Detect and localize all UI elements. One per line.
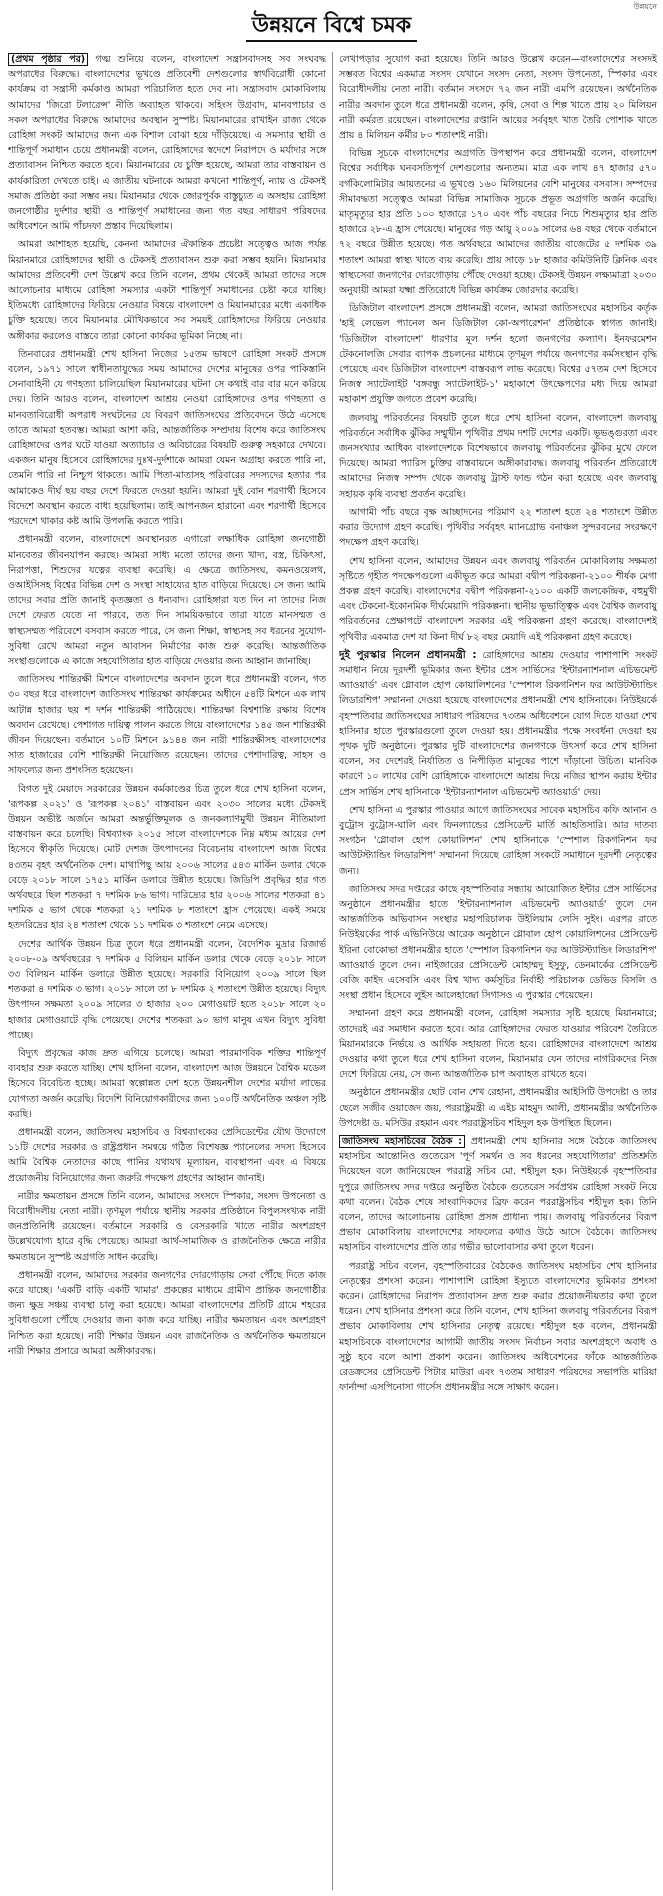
- section-heading-awards: দুই পুরস্কার নিলেন প্রধানমন্ত্রী :: [339, 648, 477, 661]
- paragraph-text: গত্ম শুনিয়ে বলেন, বাংলাদেশ সন্ত্রাসবাদসহ সব সংঘবদ্ধ অপরাধের বিরুদ্ধে। বাংলাদেশের ভূখণ্ডে প্রতিবেশী দেশগুলোর স্বার্থবিরোধী কোনো কার্যক্রম বা সন্ত্রাসী কর্মকাণ্ড আমরা পরিচালিত হতে দেব না। সন্ত্রাসবাদ মোকাবিলায় আমাদের 'জিরো টলারেন্স' নীতি অব্যাহত থাকবে। সহিংস উগ্রবাদ, মানবপাচার ও সকল অপরাধের বিরুদ্ধে আমাদের অবস্থান সুস্পষ্ট। মিয়ানমারের রাখাইন রাজ্য থেকে রোহিঙ্গা সংকট আমাদের জন্য এক বিশাল বোঝা হয়ে দাঁড়িয়েছে। এ সমস্যার স্থায়ী ও শান্তিপূর্ণ সমাধান চেয়ে প্রধানমন্ত্রী বলেন, রোহিঙ্গাদের স্বদেশে নিরাপদে ও মর্যাদার সঙ্গে প্রত্যাবাসন নিশ্চিত করতে হবে। মিয়ানমারের যে চুক্তি হয়েছে, আমরা তার বাস্তবায়ন ও কার্যকারিতা দেখতে চাই। এ জাতীয় ঘটনাকে আমরা কখনো শান্তিপূর্ণ, ন্যায় ও টেকসই সমাজ প্রতিষ্ঠা করা সম্ভব নয়। মিয়ানমার থেকে জোরপূর্বক বাস্তুচ্যুত এ অসহায় রোহিঙ্গা জনগোষ্ঠীর দুর্দশার স্থায়ী ও শান্তিপূর্ণ সমাধানের জন্য গত বছর সাধারণ পরিষদের অধিবেশনে আমি পাঁচদফা প্রস্তাব দিয়েছিলাম।: [8, 54, 326, 233]
- article-paragraph: ডিজিটাল বাংলাদেশ প্রসঙ্গে প্রধানমন্ত্রী বলেন, আমরা জাতিসংঘের মহাসচিব কর্তৃক 'হাই লেভেল প্যানেল অন ডিজিটাল কো-অপারেশন' প্রতিষ্ঠাকে স্বাগত জানাই। 'ডিজিটাল বাংলাদেশ' ধারণার মূল দর্শন হলো জনগণের কল্যাণ। ইনফরমেশন টেকনোলজি সেবার ব্যাপক প্রচলনের মাধ্যমে তৃণমূল পর্যায়ে জনগণের কর্মসংস্থান বৃদ্ধি পেয়েছে এবং ডিজিটাল বাংলাদেশ বাস্তবরূপ লাভ করেছে। বিশ্বের ৫৭তম দেশ হিসেবে নিজস্ব স্যাটেলাইট 'বঙ্গবন্ধু স্যাটেলাইট-১' মহাকাশে উৎক্ষেপণের মধ্য দিয়ে আমরা মহাকাশ প্রযুক্তি জগতে প্রবেশ করেছি।: [339, 303, 657, 406]
- article-headline: উন্নয়নে বিশ্বে চমক: [246, 10, 417, 42]
- article-paragraph: অনুষ্ঠানে প্রধানমন্ত্রীর ছোট বোন শেখ রেহানা, প্রধানমন্ত্রীর আইসিটি উপদেষ্টা ও তার ছেলে সজীব ওয়াজেদ জয়, পররাষ্ট্রমন্ত্রী এ এইচ মাহমুদ আলী, প্রধানমন্ত্রীর অর্থনৈতিক উপদেষ্টা ড. মসিউর রহমান এবং পররাষ্ট্রসচিব শহিদুল হক উপস্থিত ছিলেন।: [339, 1087, 657, 1129]
- section-paragraph: [339, 648, 657, 800]
- article-paragraph: সম্মাননা গ্রহণ করে প্রধানমন্ত্রী বলেন, রোহিঙ্গা সমস্যার সৃষ্টি হয়েছে মিয়ানমারে; তাদেরই এর সমাধান করতে হবে। আর রোহিঙ্গাদের ফেরত যাওয়ার পরিবেশ তৈরিতে মিয়ানমারকে নির্ভয়ে ও আর্থিক সহায়তা দিতে হবে। রোহিঙ্গাদের বাংলাদেশে আশ্রয় দেওয়ার কথা তুলে ধরে শেখ হাসিনা বলেন, মিয়ানমার যেন তাদের নাগরিকদের নিজ দেশে ফিরিয়ে নেয়, সে জন্য আন্তর্জাতিক চাপ অব্যাহত রাখতে হবে।: [339, 1008, 657, 1081]
- article-paragraph: প্রধানমন্ত্রী বলেন, আমাদের সরকার জনগণের দোরগোড়ায় সেবা পৌঁছে দিতে কাজ করে যাচ্ছে। 'একটি বাড়ি একটি খামার' প্রকল্পের মাধ্যমে গ্রামীণ প্রান্তিক জনগোষ্ঠীর জন্য ক্ষুদ্র সঞ্চয় ব্যবস্থা চালু করা হয়েছে। আমরা বাংলাদেশের প্রতিটি গ্রামে শহরের সুবিধাগুলো পৌঁছে দেওয়ার জন্য কাজ করে যাচ্ছি। নারীর ক্ষমতায়ন এবং অংশগ্রহণ নিশ্চিত করা হয়েছে। নারী শিক্ষার উন্নয়ন এবং রাজনৈতিক ও অর্থনৈতিক ক্ষমতায়নে নারী শিক্ষার প্রসারে আমরা অঙ্গীকারবদ্ধ।: [8, 1269, 326, 1357]
- article-paragraph: জলবায়ু পরিবর্তনের বিষয়টি তুলে ধরে শেখ হাসিনা বলেন, বাংলাদেশ জলবায়ু পরিবর্তনে সর্বাধিক ঝুঁকির সম্মুখীন পৃথিবীর প্রথম দশটি দেশের একটি। ভূভঙ্গুরতা এবং জনসংখ্যার আধিক্য বাংলাদেশকে বিশেষভাবে জলবায়ু পরিবর্তনের ঝুঁকির মুখে ফেলে দিয়েছে। আমরা প্যারিস চুক্তির বাস্তবায়নে অঙ্গীকারাবদ্ধ। জলবায়ু পরিবর্তন প্রতিরোধে আমাদের নিজস্ব সম্পদ থেকে জলবায়ু ট্রাস্ট ফান্ড গঠন করা হয়েছে এবং জলবায়ু সহায়ক কৃষি ব্যবস্থা প্রবর্তন করেছি।: [339, 412, 657, 500]
- article-paragraph: প্রধানমন্ত্রী বলেন, বাংলাদেশে অবস্থানরত এগারো লক্ষাধিক রোহিঙ্গা জনগোষ্ঠী মানবেতর জীবনযাপন করছে। আমরা সাধ্য মতো তাদের জন্য খাদ্য, বস্ত্র, চিকিৎসা, নিরাপত্তা, শিশুদের যত্নের ব্যবস্থা করেছি। এ ক্ষেত্রে জাতিসংঘ, কমনওয়েলথ, ওআইসিসহ বিশ্বের বিভিন্ন দেশ ও সংস্থা সাহায্যের হাত বাড়িয়ে দিয়েছে। সে জন্য আমি তাদের সবার প্রতি জানাই কৃতজ্ঞতা ও ধন্যবাদ। রোহিঙ্গারা যত দিন না তাদের নিজ দেশে ফেরত যেতে না পারবে, তত দিন সাময়িকভাবে তারা যাতে মানসম্মত ও স্বাস্থ্যসম্মত পরিবেশে বসবাস করতে পারে, সে জন্য শিক্ষা, স্বাস্থ্যসহ সব ধরনের সুযোগ-সুবিধা রেখে আমরা নতুন আবাসন নির্মাণের কাজ শুরু করেছি। আন্তর্জাতিক সংস্থাগুলোকে এ কাজে সহযোগিতার হাত বাড়িয়ে দেওয়ার জন্য আহ্বান জানাচ্ছি।: [8, 534, 326, 667]
- article-paragraph: লেখাপড়ার সুযোগ করা হয়েছে। তিনি আরও উল্লেখ করেন—বাংলাদেশের সংসদই সম্ভবত বিশ্বের একমাত্র সংসদ যেখানে সংসদ নেতা, সংসদ উপনেতা, স্পিকার এবং বিরোধীদলীয় নেতা নারী। বর্তমান সংসদে ৭২ জন নারী এমপি রয়েছেন। অর্থনৈতিক নারীর অবদান তুলে ধরে প্রধানমন্ত্রী বলেন, কৃষি, সেবা ও শিল্প খাতে প্রায় ২০ মিলিয়ন নারী কর্মরত রয়েছেন। বাংলাদেশের রপ্তানি আয়ের সর্ববৃহৎ খাত তৈরি পোশাক খাতে প্রায় ৪ মিলিয়ন কর্মীর ৮০ শতাংশই নারী।: [339, 54, 657, 142]
- article-paragraph: জাতিসংঘ সদর দপ্তরের কাছে বৃহস্পতিবার সন্ধ্যায় আয়োজিত ইন্টার প্রেস সার্ভিসের অনুষ্ঠানে প্রধানমন্ত্রীর হাতে 'ইন্টারন্যাশনাল এচিভমেন্ট অ্যাওয়ার্ড' তুলে দেন আন্তর্জাতিক অভিবাসন সংস্থার মহাপরিচালক উইলিয়াম লেসি সুইং। এরপর রাতে নিউইয়র্কের পার্ক এভিনিউয়ে আরেক অনুষ্ঠানে গ্লোবাল হোপ কোয়ালিশনের প্রেসিডেন্ট ইরিনা বোকোভা প্রধানমন্ত্রীর হাতে 'স্পেশাল রিকগনিশন ফর আউটস্ট্যান্ডিং লিডারশিপ' অ্যাওয়ার্ড তুলে দেন। নাইজারের প্রেসিডেন্ট মোহাম্মদু ইসুফু, ডেনমার্কের প্রেসিডেন্ট বেজি কাইদ এসেবসি এবং বিশ্ব খাদ্য কর্মসূচির নির্বাহী পরিচালক ডেভিড বিসলি ও সংস্থা প্রধান হিসেবে লুইস আলেহান্দ্রো সিগাসও এ পুরস্কার পেয়েছেন।: [339, 883, 657, 1002]
- article-paragraph: দেশের আর্থিক উন্নয়ন চিত্র তুলে ধরে প্রধানমন্ত্রী বলেন, বৈদেশিক মুদ্রার রিজার্ভ ২০০৮-০৯ অর্থবছরের ৭ দশমিক ৫ বিলিয়ন মার্কিন ডলার থেকে বেড়ে ২০১৮ সালে ৩৩ বিলিয়ন মার্কিন ডলারে উন্নীত হয়েছে। সরকারি বিনিয়োগ ২০০৯ সালে ছিল শতকরা ৪ দশমিক ৩ ভাগ। ২০১৮ সালে তা ৮ দশমিক ২ শতাংশে উন্নীত হয়েছে। বিদ্যুৎ উৎপাদন সক্ষমতা ২০০৯ সালের ৩ হাজার ২০০ মেগাওয়াট হতে ২০১৮ সালে ২০ হাজার মেগাওয়াটে বৃদ্ধি পেয়েছে। দেশের শতকরা ৯০ ভাগ মানুষ এখন বিদ্যুৎ সুবিধা পাচ্ছে।: [8, 938, 326, 1041]
- article-paragraph: আগামী পাঁচ বছরে বৃক্ষ আচ্ছাদনের পরিমাণ ২২ শতাংশ হতে ২৪ শতাংশে উন্নীত করার উদ্যোগ গ্রহণ করেছি। পৃথিবীর সর্ববৃহৎ ম্যানগ্রোভ বনাঞ্চল সুন্দরবনের সংরক্ষণে পদক্ষেপ গ্রহণ করেছি।: [339, 506, 657, 549]
- article-column-right: [339, 52, 657, 1892]
- running-head-right: উন্নয়নে: [633, 2, 657, 11]
- column-divider: [332, 52, 333, 1890]
- section-heading-un-meeting: জাতিসংঘ মহাসচিবের বৈঠক :: [339, 1135, 465, 1148]
- article-paragraph: জাতিসংঘ শান্তিরক্ষী মিশনে বাংলাদেশের অবদান তুলে ধরে প্রধানমন্ত্রী বলেন, গত ৩০ বছর ধরে বাংলাদেশ জাতিসংঘ শান্তিরক্ষা কার্যক্রমের অধীনে ৫৪টি মিশনে এক লাখ আটান্ন হাজার ছয় শ দর্শন শান্তিরক্ষী পাঠিয়েছে। শান্তিরক্ষা বিশ্বশান্তি রক্ষায় বিশেষ অবদান রেখেছে। পেশাগত দায়িত্ব পালন করতে গিয়ে বাংলাদেশের ১৪৫ জন শান্তিরক্ষী জীবন দিয়েছেন। বর্তমানে ১০টি মিশনে ৯১৪৪ জন নারী শান্তিরক্ষীসহ বাংলাদেশের সাত হাজারের বেশি শান্তিরক্ষী নিয়োজিত রয়েছেন। তাদের পেশাদারিত্ব, সাহস ও সাফল্যের জন্য প্রশংসিত হয়েছেন।: [8, 674, 326, 777]
- article-paragraph: শেখ হাসিনা এ পুরস্কার পাওয়ার আগে জাতিসংঘের সাবেক মহাসচিব কফি আনান ও বুট্রোস বুট্রোস-ঘালি এবং ফিনল্যান্ডের প্রেসিডেন্ট মার্তি আহতিসারি। আর দাতব্য সংগঠন 'গ্লোবাল হোপ কোয়ালিশন' শেখ হাসিনাকে 'স্পেশাল রিকগনিশন ফর আউটস্ট্যান্ডিং লিডারশিপ' সম্মাননা দিয়েছে রোহিঙ্গা সংকটে সমাধানে দূরদর্শী নেতৃত্বের জন্য।: [339, 804, 657, 877]
- headline-area: [0, 10, 663, 46]
- article-paragraph: আমরা আশাহত হয়েছি, কেননা আমাদের ঐকান্তিক প্রচেষ্টা সত্ত্বেও আজ পর্যন্ত মিয়ানমারে রোহিঙ্গাদের স্থায়ী ও টেকসই প্রত্যাবাসন শুরু করা সম্ভব হয়নি। মিয়ানমার আমাদের প্রতিবেশী দেশ উল্লেখ করে তিনি বলেন, প্রথম থেকেই আমরা তাদের সঙ্গে আলোচনার মাধ্যমে রোহিঙ্গা সমস্যার একটা শান্তিপূর্ণ সমাধানের চেষ্টা করে যাচ্ছি। ইতিমধ্যে রোহিঙ্গাদের ফিরিয়ে নেওয়ার বিষয়ে বাংলাদেশ ও মিয়ানমারের মধ্যে একাধিক চুক্তি হয়েছে। তবে মিয়ানমার মৌখিকভাবে সব সময়ই রোহিঙ্গাদের ফিরিয়ে নেওয়ার অঙ্গীকার করলেও বাস্তবে তারা কোনো কার্যকর ভূমিকা নিচ্ছে না।: [8, 239, 326, 342]
- paragraph-text: প্রধানমন্ত্রী শেখ হাসিনার সঙ্গে বৈঠকে জাতিসংঘ মহাসচিব আন্তোনিও গুতেরেস 'পূর্ণ সমর্থন ও সব ধরনের সহযোগিতার' প্রতিশ্রুতি দিয়েছেন বলে জানিয়েছেন পররাষ্ট্র সচিব মো. শহীদুল হক। নিউইয়র্কে বৃহস্পতিবার দুপুরে জাতিসংঘ সদর দপ্তরে অনুষ্ঠিত বৈঠকে গুতেরেস সর্বপ্রথম রোহিঙ্গা সংকট নিয়ে কথা বলেন। বৈঠক শেষে সাংবাদিকদের ব্রিফ করেন পররাষ্ট্রসচিব শহীদুল হক। তিনি বলেন, তাদের আলোচনায় রোহিঙ্গা প্রসঙ্গ প্রাধান্য পায়। জলবায়ু পরিবর্তনের বিরূপ প্রভাব মোকাবিলায় বাংলাদেশের সাফল্যের কথাও উঠে আসে বৈঠকে। জাতিসংঘ মহাসচিব বাংলাদেশের প্রতি তার গভীর ভালোবাসার কথা তুলে ধরেন।: [339, 1136, 657, 1254]
- section-paragraph: [339, 1134, 657, 1256]
- continued-from-label: (প্রথম পৃষ্ঠার পর): [8, 53, 88, 66]
- article-paragraph: পররাষ্ট্র সচিব বলেন, বৃহস্পতিবারের বৈঠকেও জাতিসংঘ মহাসচিব শেখ হাসিনার নেতৃত্বের প্রশংসা করেন। পাশাপাশি রোহিঙ্গা ইস্যুতে বাংলাদেশের ভূমিকার প্রশংসা করেন। রোহিঙ্গাদের নিরাপদ প্রত্যাবাসন দ্রুত শুরু করার প্রয়োজনীয়তার কথা তুলে ধরেন। শেখ হাসিনার প্রশংসা করে তিনি বলেন, শেখ হাসিনা জলবায়ু পরিবর্তনের বিরূপ প্রভাব মোকাবিলায় শেখ হাসিনার নেতৃত্ব রয়েছে। শহীদুল হক বলেন, প্রধানমন্ত্রী মহাসচিবকে বাংলাদেশের আগামী জাতীয় সংসদ নির্বাচন সবার অংশগ্রহণে অবাধ ও সুষ্ঠু হবে বলে আশা প্রকাশ করেন। জাতিসংঘ অধিবেশনের ফাঁকে আন্তর্জাতিক রেডক্রসের প্রেসিডেন্ট পিটার মাউরা এবং ৭৩তম সাধারণ পরিষদের সভাপতি মারিয়া ফার্নান্দা এসপিনোসা গার্সেস প্রধানমন্ত্রীর সঙ্গে সাক্ষাৎ করেন।: [339, 1260, 657, 1394]
- article-paragraph: বিদ্যুৎ প্রবৃদ্ধের কাজ দ্রুত এগিয়ে চলেছে। আমরা পারমাণবিক শক্তির শান্তিপূর্ণ ব্যবহার শুরু করতে যাচ্ছি। শেখ হাসিনা বলেন, বাংলাদেশ আজ উন্নয়নে বৈশ্বিক মডেল হিসেবে বিবেচিত হচ্ছে। আমরা স্বল্পোন্নত দেশ হতে উন্নয়নশীল দেশের মর্যাদা লাভের যোগ্যতা অর্জন করেছি। বিদেশি বিনিয়োগকারীদের জন্য ১০০টি অর্থনৈতিক অঞ্চল সৃষ্টি করছি।: [8, 1048, 326, 1120]
- article-paragraph: নারীর ক্ষমতায়ন প্রসঙ্গে তিনি বলেন, আমাদের সংসদে স্পিকার, সংসদ উপনেতা ও বিরোধীদলীয় নেতা নারী। তৃণমূল পর্যায়ে স্থানীয় সরকার প্রতিষ্ঠানে বিপুলসংখ্যক নারী জনপ্রতিনিধি রয়েছেন। বর্তমানে সরকারি ও বেসরকারি খাতে নারীর অংশগ্রহণ উল্লেখযোগ্য হারে বৃদ্ধি পেয়েছে। আমরা আর্থ-সামাজিক ও রাজনৈতিক ক্ষেত্রে নারীর ক্ষমতায়নে সুস্পষ্ট অগ্রগতি সাধন করেছি।: [8, 1190, 326, 1263]
- article-paragraph: প্রধানমন্ত্রী বলেন, জাতিসংঘ মহাসচিব ও বিশ্বব্যাংকের প্রেসিডেন্টের যৌথ উদ্যোগে ১১টি দেশের সরকার ও রাষ্ট্রপ্রধান সমন্বয়ে গঠিত বিশেষজ্ঞ প্যানেলের সদস্য হিসেবে আমি বৈশ্বিক নেতাদের কাছে পানির যথাযথ মূল্যায়ন, ব্যবস্থাপনা এবং এ বিষয়ে প্রয়োজনীয় বিনিয়োগের জন্য জরুরি পদক্ষেপ গ্রহণের আহ্বান জানাই।: [8, 1127, 326, 1184]
- article-paragraph: বিভিন্ন সূচকে বাংলাদেশের অগ্রগতি উপস্থাপন করে প্রধানমন্ত্রী বলেন, বাংলাদেশ বিশ্বের সর্বাধিক ঘনবসতিপূর্ণ দেশগুলোর অন্যতম। মাত্র এক লাখ ৪৭ হাজার ৫৭০ বর্গকিলোমিটার আয়তনের এ ভূখণ্ডে ১৬০ মিলিয়নের বেশি মানুষের বসবাস। সম্পদের সীমাবদ্ধতা সত্ত্বেও আমরা বিভিন্ন সামাজিক সূচকে প্রভূত অগ্রগতি অর্জন করেছি। মাতৃমৃত্যুর হার প্রতি ১০০ হাজারে ১৭০ এবং পাঁচ বছরের নিচে শিশুমৃত্যুর হার প্রতি হাজারে ২৮-এ হ্রাস পেয়েছে। মানুষের গড় আয়ু ২০০৯ সালের ৬৪ বছর থেকে বর্তমানে ৭২ বছরে উন্নীত হয়েছে। গত অর্থবছরে আমাদের জাতীয় বাজেটের ৫ দশমিক ৩৯ শতাংশ আমরা স্বাস্থ্য খাতে ব্যয় করেছি। প্রায় সাড়ে ১৮ হাজার কমিউনিটি ক্লিনিক এবং স্বাস্থ্যসেবা জনগণের দোরগোড়ায় পৌঁছে দেওয়া হচ্ছে। টেকসই উন্নয়ন লক্ষ্যমাত্রা ২০৩০ অনুযায়ী আমরা যক্ষ্মা প্রতিরোধে বিভিন্ন কার্যক্রম জোরদার করেছি।: [339, 148, 657, 297]
- article-paragraph: শেখ হাসিনা বলেন, আমাদের উন্নয়ন এবং জলবায়ু পরিবর্তন মোকাবিলায় সক্ষমতা সৃষ্টিতে গৃহীত পদক্ষেপগুলো একীভূত করে আমরা বদ্বীপ পরিকল্পনা-২১০০ শীর্ষক মেগা প্রকল্প গ্রহণ করেছি। বাংলাদেশের বদ্বীপ পরিকল্পনা-২১০০ একটি জলকেন্দ্রিক, বহুমুখী এবং টেকনো-ইকোনমিক দীর্ঘমেয়াদি পরিকল্পনা। স্থানীয় ভূভাত্ত্বিক এবং বৈশ্বিক জলবায়ু পরিবর্তনের প্রেক্ষাপটে বাংলাদেশ সরকার এই পরিকল্পনা গ্রহণ করেছে। বাংলাদেশই পৃথিবীর একমাত্র দেশ যা কিনা দীর্ঘ ৮২ বছর মেয়াদি এই পরিকল্পনা গ্রহণ করেছে।: [339, 555, 657, 643]
- article-column-left: [8, 52, 326, 1892]
- article-paragraph: বিগত দুই মেয়াদে সরকারের উন্নয়ন কর্মকাণ্ডের চিত্র তুলে ধরে শেখ হাসিনা বলেন, 'রূপকল্প ২০২১' ও 'রূপকল্প ২০৪১' বাস্তবায়ন এবং ২০৩০ সালের মধ্যে টেকসই উন্নয়ন অভীষ্ট অর্জনে আমরা অন্তর্ভুক্তিমূলক ও জনকল্যাণমুখী উন্নয়ন নীতিমালা বাস্তবায়ন করে চলেছি। বিশ্বব্যাংক ২০১৫ সালে বাংলাদেশকে নিম্ন মধ্যম আয়ের দেশ হিসেবে স্বীকৃতি দিয়েছে। মোট দেশজ উৎপাদনের বিবেচনায় বাংলাদেশ আজ বিশ্বের ৪৩তম বৃহৎ অর্থনৈতিক দেশ। মাথাপিছু আয় ২০০৬ সালের ৫৪৩ মার্কিন ডলার থেকে বেড়ে ২০১৮ সালে ১৭৫১ মার্কিন ডলারে উন্নীত হয়েছে। জিডিপি প্রবৃদ্ধির হার গত অর্থবছরে ছিল শতকরা ৭ দশমিক ৮৬ ভাগ। দারিদ্র্যের হার ২০০৬ সালের শতকরা ৪১ দশমিক ৫ ভাগ থেকে শতকরা ২১ দশমিক ৮ শতাংশে হ্রাস পেয়েছে। একই সময়ে হতদরিদ্রের হার ২৪ শতাংশ থেকে ১১ দশমিক ৩ শতাংশে নেমে এসেছে।: [8, 783, 326, 932]
- paragraph-text: রোহিঙ্গাদের আশ্রয় দেওয়ার পাশাপাশি সংকট সমাধান নিয়ে দূরদর্শী ভূমিকার জন্য ইন্টার প্রেস সার্ভিসের 'ইন্টারন্যাশনাল এচিভমেন্ট অ্যাওয়ার্ড' এবং গ্লোবাল হোপ কোয়ালিশনের 'স্পেশাল রিকগনিশন ফর আউটস্ট্যান্ডিং লিডারশিপ' সম্মাননা দেওয়া হয়েছে বাংলাদেশের প্রধানমন্ত্রী শেখ হাসিনাকে। নিউইয়র্কে বৃহস্পতিবার জাতিসংঘের সাধারণ পরিষদের ৭৩তম অধিবেশনে যোগ দিতে যাওয়া শেখ হাসিনার হাতে পুরস্কারগুলো তুলে দেওয়া হয়। প্রধানমন্ত্রীর পক্ষে সংবর্ধনা দেওয়া হয় পৃথক দুটি অনুষ্ঠানে। পুরস্কার দুটি বাংলাদেশের জনগণকে উৎসর্গ করে শেখ হাসিনা বলেন, সব দেশেরই নির্যাতিত ও নিপীড়িত মানুষের পাশে দাঁড়ানো উচিত। মানবিক কারণে ১০ লাখের বেশি রোহিঙ্গাকে বাংলাদেশে আশ্রয় দিয়ে নজির স্থাপন করায় ইন্টার প্রেস সার্ভিস শেখ হাসিনাকে 'ইন্টারন্যাশনাল এচিভমেন্ট অ্যাওয়ার্ড' দেয়।: [339, 649, 657, 798]
- article-paragraph: তিনবারের প্রধানমন্ত্রী শেখ হাসিনা নিজের ১৫তম ভাষণে রোহিঙ্গা সংকট প্রসঙ্গে বলেন, ১৯৭১ সালে স্বাধীনতাযুদ্ধের সময় আমাদের দেশের মানুষের ওপর পাকিস্তানি সেনাবাহিনী যে গণহত্যা চালিয়েছিল মিয়ানমারের ঘটনা সে কথাই বার বার মনে করিয়ে দেয়। তিনি আরও বলেন, বাংলাদেশ আশ্রয় নেওয়া রোহিঙ্গাদের ওপর গণহত্যা ও মানবতাবিরোধী অপরাধ সংঘটনের যে বিবরণ জাতিসংঘের প্রতিবেদনে উঠে এসেছে তাতে আমরা হতবম্ভ। আমরা আশা করি, আন্তর্জাতিক সম্প্রদায় বিশেষ করে জাতিসংঘ রোহিঙ্গাদের ওপর ঘটে যাওয়া অত্যাচার ও অবিচারের বিষয়টি গুরুত্ব সহকারে দেখবে। একজন মানুষ হিসেবে রোহিঙ্গাদের দুঃখ-দুর্দশাকে আমরা যেমন অগ্রাহ্য করতে পারি না, তেমনি পারি না নিশ্চুপ থাকতে। আমি পিতা-মাতাসহ পরিবারের সদস্যদের হত্যার পর আমাকেও দীর্ঘ ছয় বছর দেশে ফিরতে দেওয়া হয়নি। আমরা দুই বোন শরণার্থী হিসেবে বিদেশে অবস্থান করতে বাধ্য হয়েছিলাম। তাই আপনজন হারানো এবং শরণার্থী হিসেবে পরদেশে থাকার কষ্ট আমি উপলব্ধি করতে পারি।: [8, 348, 326, 528]
- lead-paragraph: [8, 52, 326, 234]
